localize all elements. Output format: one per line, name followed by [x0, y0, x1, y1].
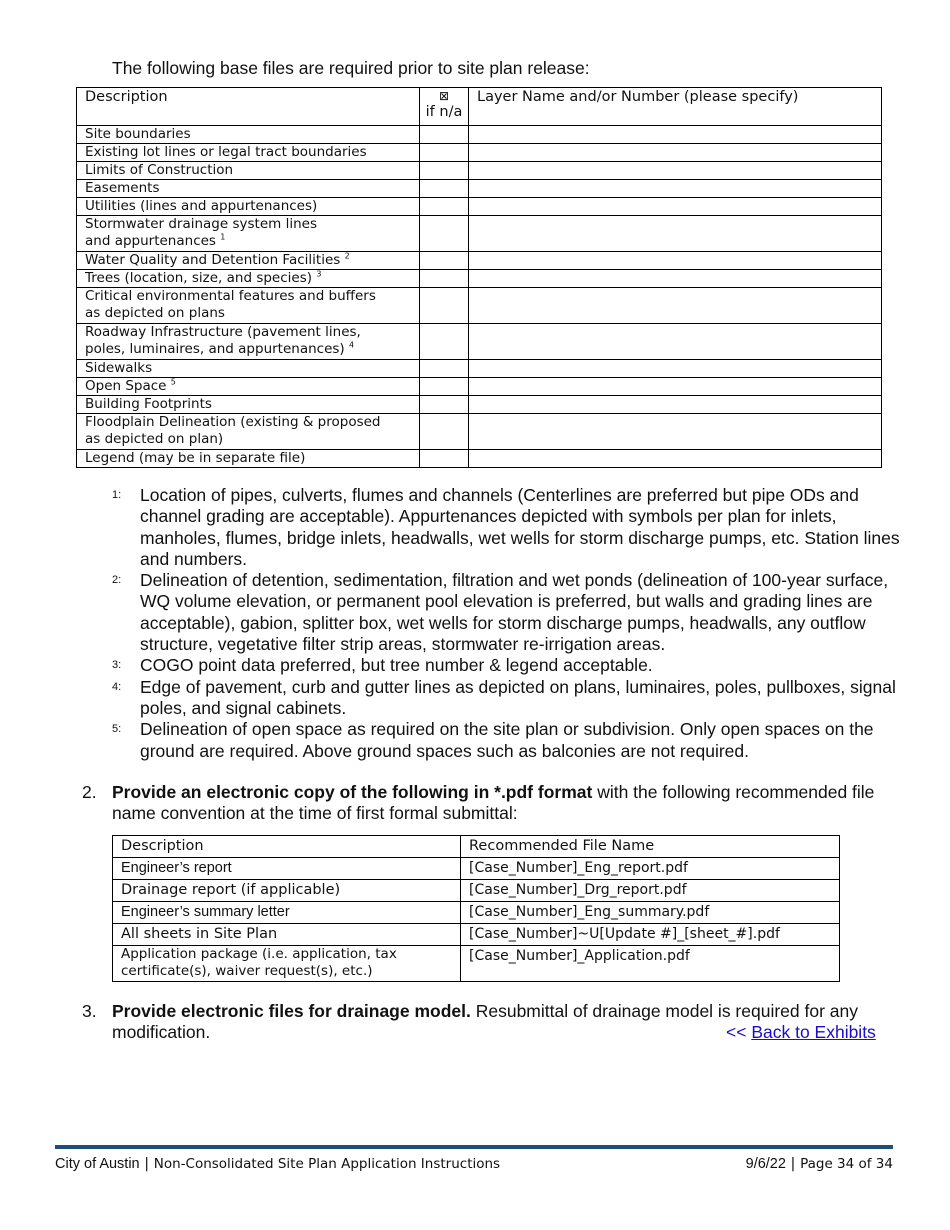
file-row-filename: [Case_Number]_Eng_summary.pdf — [461, 902, 840, 924]
base-row-layer-input[interactable] — [469, 126, 882, 144]
col-na-header — [420, 88, 469, 126]
file-row-filename: [Case_Number]~U[Update #]_[sheet_#].pdf — [461, 924, 840, 946]
footnote — [112, 570, 902, 655]
base-row-line1: Open Space — [85, 378, 167, 394]
base-row-description — [77, 144, 420, 162]
footer-rule — [55, 1145, 893, 1149]
base-row-line2: as depicted on plan) — [85, 431, 224, 447]
base-row-na-checkbox[interactable] — [420, 270, 469, 288]
footnote-ref: 4 — [348, 340, 355, 350]
base-row-line1: Existing lot lines or legal tract boundaries — [85, 144, 367, 160]
base-table-row — [77, 216, 882, 252]
file-col-filename-header: Recommended File Name — [461, 836, 840, 858]
base-table-row — [77, 396, 882, 414]
footnote — [112, 677, 902, 720]
base-row-description — [77, 324, 420, 360]
base-row-na-checkbox[interactable] — [420, 216, 469, 252]
base-row-layer-input[interactable] — [469, 270, 882, 288]
footnote-text: Edge of pavement, curb and gutter lines as depicted on plans, luminaires, poles, pullboxes, signal poles, and signal cabinets. — [140, 676, 896, 718]
base-table-row — [77, 414, 882, 450]
base-row-description — [77, 180, 420, 198]
file-table-row — [113, 858, 840, 880]
base-row-layer-input[interactable] — [469, 414, 882, 450]
base-row-na-checkbox[interactable] — [420, 450, 469, 468]
footnotes-list — [112, 485, 902, 762]
item-2-text: with the following recommended file name convention at the time of first formal submittal: — [112, 782, 875, 824]
footer-org: City of Austin — [55, 1156, 140, 1172]
base-row-na-checkbox[interactable] — [420, 378, 469, 396]
base-table-row — [77, 180, 882, 198]
base-row-na-checkbox[interactable] — [420, 198, 469, 216]
footnote — [112, 719, 902, 762]
base-row-layer-input[interactable] — [469, 360, 882, 378]
footnote-text: Delineation of open space as required on the site plan or subdivision. Only open spaces on the ground are required. Above ground spaces such as balconies are not required. — [140, 719, 874, 761]
base-row-description — [77, 198, 420, 216]
footnote-ref: 3 — [316, 269, 322, 279]
base-row-na-checkbox[interactable] — [420, 252, 469, 270]
file-row-description: Engineer’s report — [113, 858, 461, 880]
base-row-description — [77, 396, 420, 414]
file-row-description: Engineer’s summary letter — [113, 902, 461, 924]
base-row-line1: Critical environmental features and buffers — [85, 288, 376, 304]
file-table-row — [113, 880, 840, 902]
intro-text: The following base files are required prior to site plan release: — [112, 58, 590, 78]
base-table-row — [77, 252, 882, 270]
base-row-layer-input[interactable] — [469, 450, 882, 468]
base-row-layer-input[interactable] — [469, 144, 882, 162]
back-to-exhibits-link[interactable] — [726, 1022, 876, 1043]
base-table-row — [77, 270, 882, 288]
footer-date: 9/6/22 — [745, 1156, 786, 1172]
item-3-number: 3. — [82, 1001, 97, 1021]
file-table-row — [113, 924, 840, 946]
footer-separator: | — [139, 1156, 154, 1172]
base-row-layer-input[interactable] — [469, 198, 882, 216]
base-row-na-checkbox[interactable] — [420, 180, 469, 198]
footnote-ref: 5 — [170, 377, 176, 387]
base-row-description — [77, 126, 420, 144]
base-row-line1: Water Quality and Detention Facilities — [85, 252, 341, 268]
col-layer-header: Layer Name and/or Number (please specify) — [469, 88, 882, 126]
footnote-number: 2: — [112, 574, 122, 587]
footnote-text: Delineation of detention, sedimentation, filtration and wet ponds (delineation of 100-year surface, WQ volume elevation, or permanent pool elevation is preferred, but walls and grading lines are acceptable), gabion, splitter box, wet wells for storm discharge pumps, headwalls, any outflow structure, vegetative filter strip areas, stormwater re-irrigation areas. — [140, 570, 889, 655]
base-table-row — [77, 126, 882, 144]
base-row-na-checkbox[interactable] — [420, 360, 469, 378]
file-row-filename: [Case_Number]_Eng_report.pdf — [461, 858, 840, 880]
base-row-description — [77, 414, 420, 450]
base-row-description — [77, 216, 420, 252]
base-row-line1: Limits of Construction — [85, 162, 234, 178]
base-row-layer-input[interactable] — [469, 324, 882, 360]
file-name-table — [112, 835, 840, 982]
file-col-description-header: Description — [113, 836, 461, 858]
base-row-na-checkbox[interactable] — [420, 396, 469, 414]
footnote-text: Location of pipes, culverts, flumes and channels (Centerlines are preferred but pipe ODs and channel grading are acceptable). Appurtenances depicted with symbols per plan for inlets, manholes, flumes, bridge inlets, headwalls, wet wells for storm discharge pumps, etc. Station lines and numbers. — [140, 485, 900, 569]
base-row-line2: and appurtenances — [85, 233, 216, 249]
base-table-row — [77, 144, 882, 162]
base-row-description — [77, 450, 420, 468]
base-row-layer-input[interactable] — [469, 162, 882, 180]
item-2-number: 2. — [82, 782, 97, 802]
base-row-description — [77, 360, 420, 378]
footer-page-number: Page 34 of 34 — [800, 1156, 893, 1172]
base-table-header — [77, 88, 882, 126]
base-row-na-checkbox[interactable] — [420, 288, 469, 324]
base-files-table — [76, 87, 882, 468]
base-row-description — [77, 378, 420, 396]
base-row-layer-input[interactable] — [469, 396, 882, 414]
base-row-layer-input[interactable] — [469, 180, 882, 198]
footer-left — [55, 1156, 500, 1173]
item-3-text: Resubmittal of drainage model is required for any modification. — [112, 1001, 859, 1043]
base-table-row — [77, 288, 882, 324]
base-table-row — [77, 378, 882, 396]
base-row-na-checkbox[interactable] — [420, 126, 469, 144]
base-row-line1: Stormwater drainage system lines — [85, 216, 317, 232]
file-table-row — [113, 946, 840, 982]
footer-separator-2: | — [785, 1156, 801, 1172]
base-table-row — [77, 450, 882, 468]
back-link-prefix: << — [726, 1022, 752, 1042]
base-row-layer-input[interactable] — [469, 216, 882, 252]
back-link-label[interactable]: Back to Exhibits — [751, 1022, 876, 1042]
file-row-filename: [Case_Number]_Drg_report.pdf — [461, 880, 840, 902]
base-row-layer-input[interactable] — [469, 378, 882, 396]
footnote-text: COGO point data preferred, but tree number & legend acceptable. — [140, 655, 653, 676]
base-row-layer-input[interactable] — [469, 252, 882, 270]
base-row-line2: as depicted on plans — [85, 305, 225, 321]
footnote — [112, 485, 902, 570]
item-2-bold: Provide an electronic copy of the following in *.pdf format — [112, 782, 593, 802]
file-table-header — [113, 836, 840, 858]
base-row-description — [77, 162, 420, 180]
footnote-number: 3: — [112, 659, 122, 672]
base-row-layer-input[interactable] — [469, 288, 882, 324]
item-2 — [82, 782, 912, 825]
base-row-description — [77, 288, 420, 324]
base-row-line1: Legend (may be in separate file) — [85, 450, 306, 466]
base-table-row — [77, 162, 882, 180]
base-row-line1: Easements — [85, 180, 160, 196]
col-na-label: if n/a — [425, 104, 463, 120]
base-row-line1: Trees (location, size, and species) — [85, 270, 313, 286]
footnote-ref: 2 — [344, 251, 350, 261]
base-row-description — [77, 252, 420, 270]
base-row-na-checkbox[interactable] — [420, 324, 469, 360]
base-row-line1: Roadway Infrastructure (pavement lines, — [85, 324, 361, 340]
file-row-filename: [Case_Number]_Application.pdf — [461, 946, 840, 982]
base-table-row — [77, 360, 882, 378]
base-row-line1: Building Footprints — [85, 396, 212, 412]
base-row-na-checkbox[interactable] — [420, 414, 469, 450]
file-row-description: All sheets in Site Plan — [113, 924, 461, 946]
base-row-na-checkbox[interactable] — [420, 162, 469, 180]
footer-doc-title: Non-Consolidated Site Plan Application Instructions — [153, 1156, 501, 1172]
checkbox-checked-icon: ⊠ — [438, 89, 450, 103]
base-table-row — [77, 324, 882, 360]
item-3-bold: Provide electronic files for drainage model. — [112, 1001, 471, 1021]
base-row-line1: Sidewalks — [85, 360, 153, 376]
footnote-ref: 1 — [220, 232, 226, 242]
base-row-line1: Floodplain Delineation (existing & proposed — [85, 414, 381, 430]
base-row-description — [77, 270, 420, 288]
base-row-line1: Utilities (lines and appurtenances) — [85, 198, 318, 214]
base-row-na-checkbox[interactable] — [420, 144, 469, 162]
file-row-description: Application package (i.e. application, tax certificate(s), waiver request(s), etc.) — [113, 946, 461, 982]
footnote — [112, 655, 902, 676]
file-row-description: Drainage report (if applicable) — [113, 880, 461, 902]
base-row-line2: poles, luminaires, and appurtenances) — [85, 341, 345, 357]
footnote-number: 5: — [112, 723, 122, 736]
footnote-number: 4: — [112, 680, 122, 693]
file-table-row — [113, 902, 840, 924]
footnote-number: 1: — [112, 489, 122, 501]
footer-right — [746, 1156, 893, 1173]
col-description-header: Description — [77, 88, 420, 126]
base-row-line1: Site boundaries — [85, 126, 191, 142]
base-table-row — [77, 198, 882, 216]
